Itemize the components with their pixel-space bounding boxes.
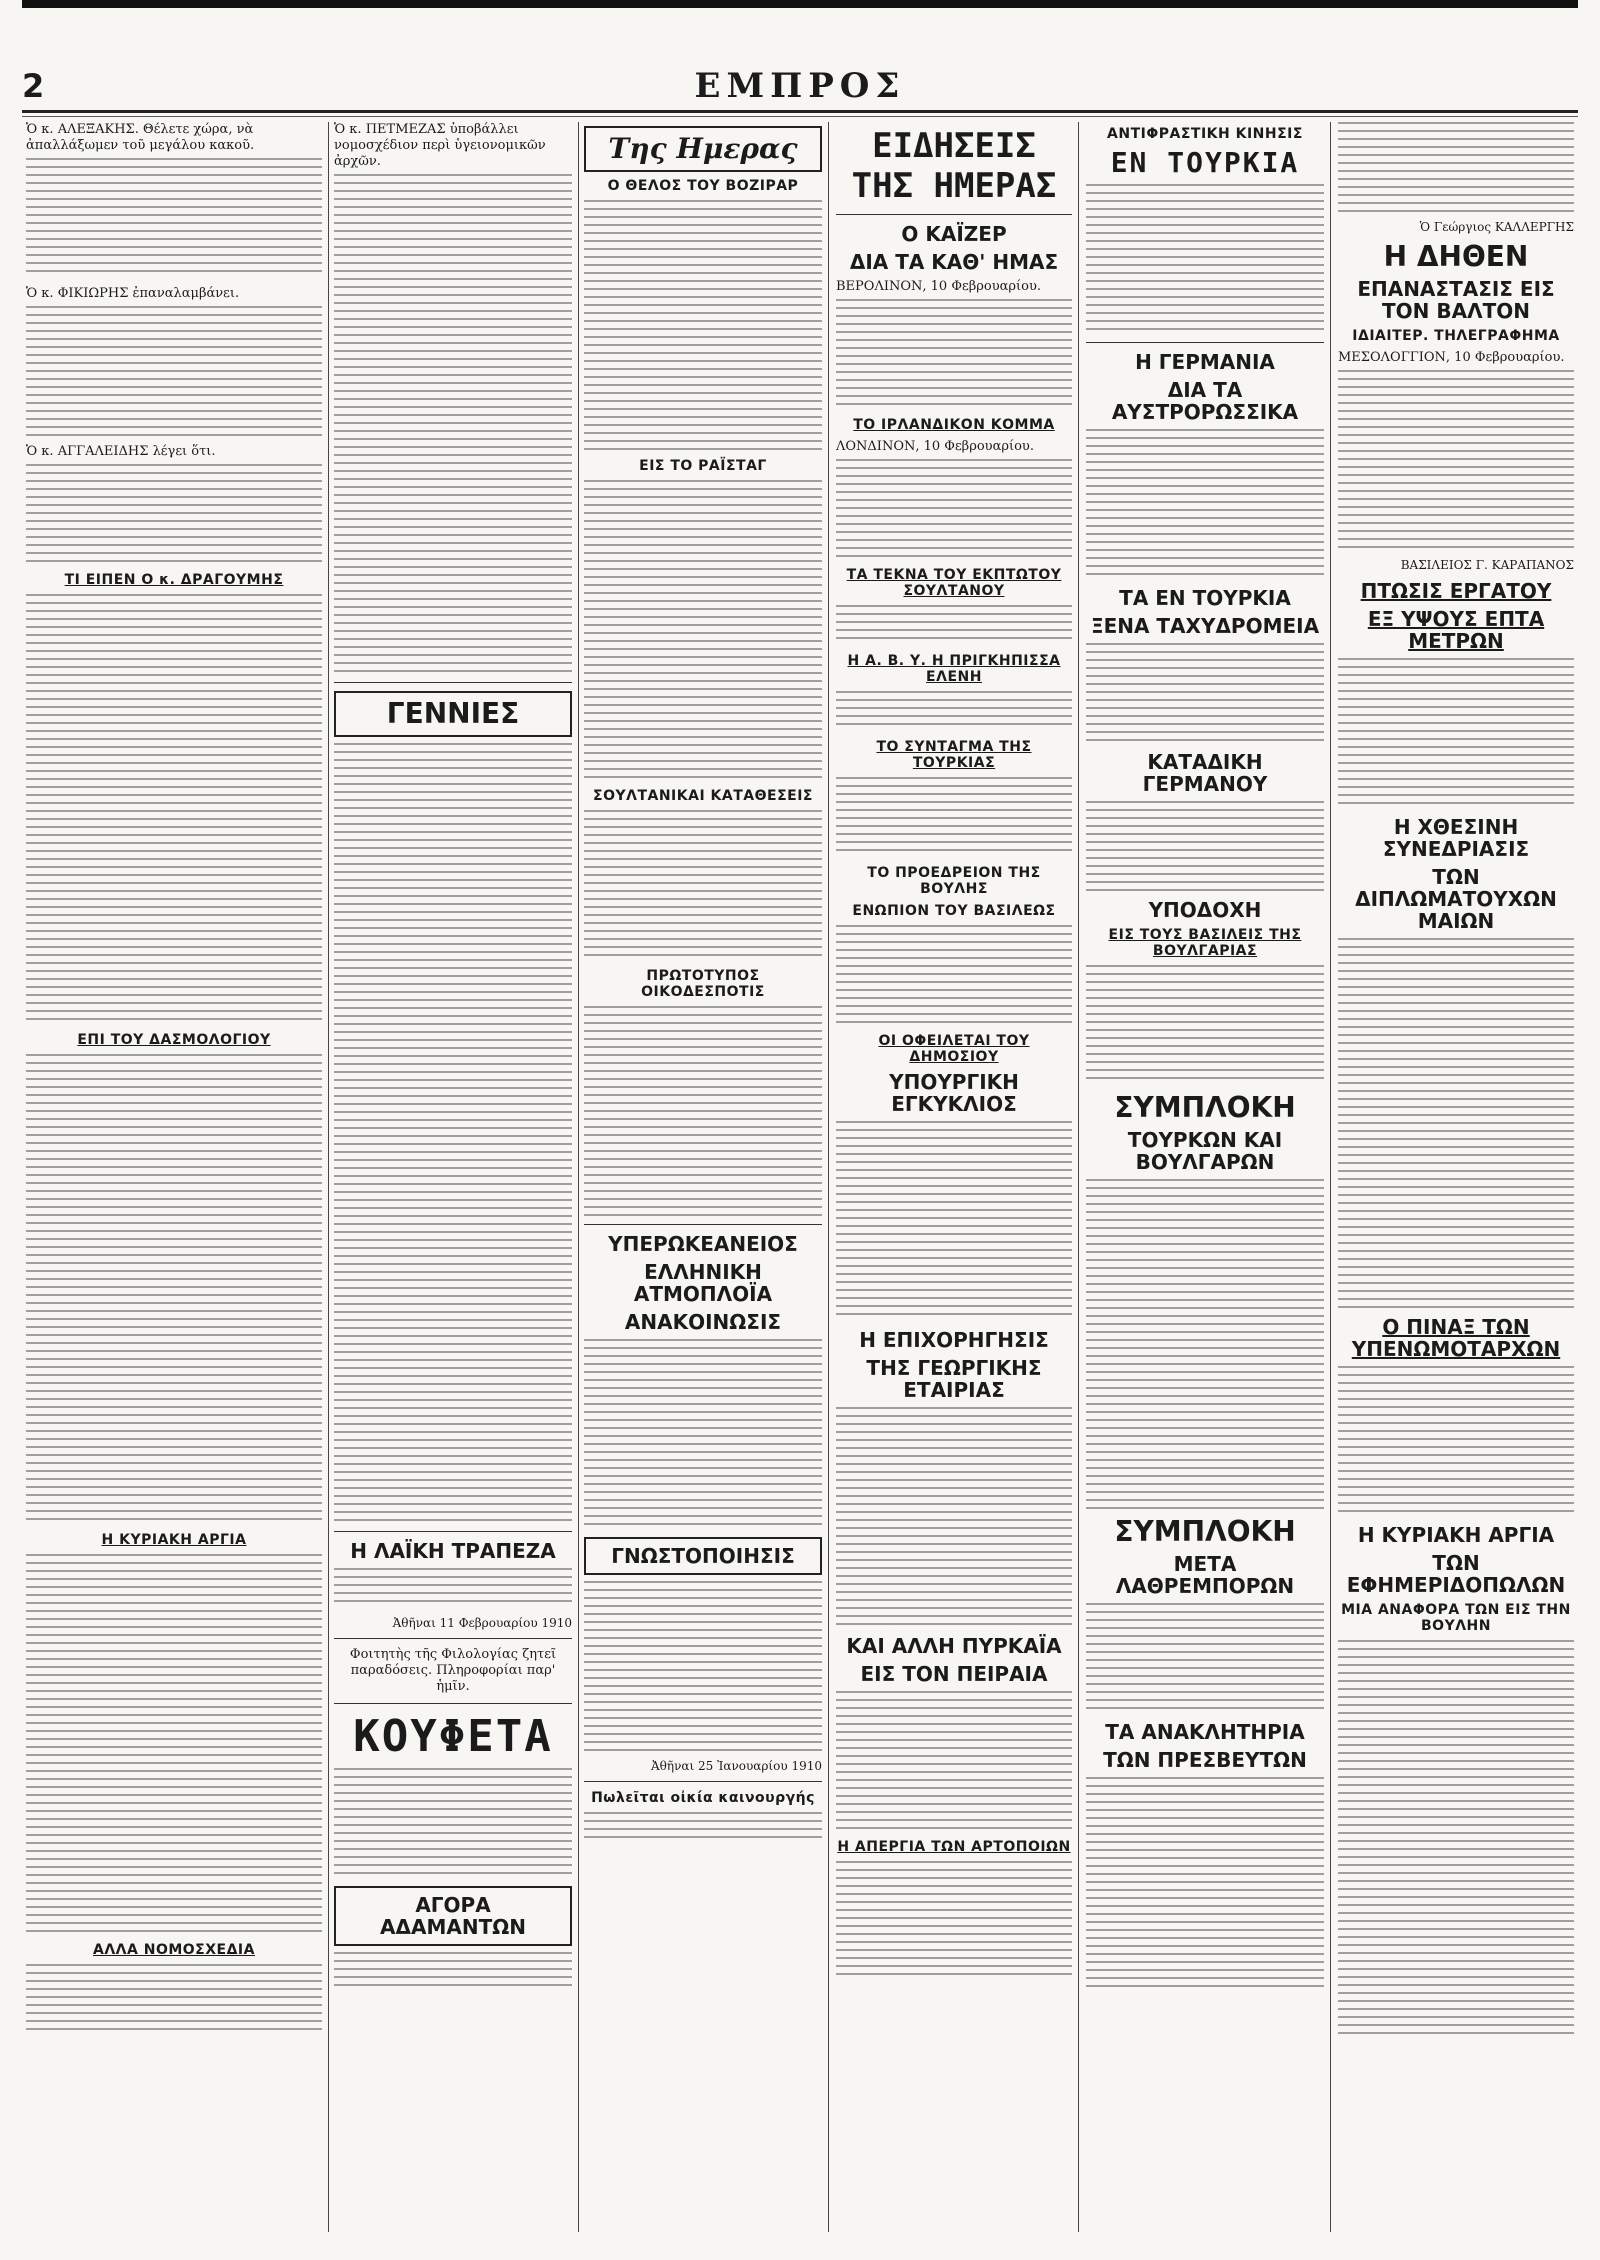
separator — [584, 1781, 822, 1782]
column-4 — [836, 122, 1072, 2232]
article-text — [836, 777, 1072, 857]
article-text — [836, 1407, 1072, 1627]
article-heading: Η ΕΠΙΧΟΡΗΓΗΣΙΣ — [859, 1328, 1049, 1352]
dateline: ΒΕΡΟΛΙΝΟΝ, 10 Φεβρουαρίου. — [836, 279, 1041, 294]
article-heading: ΕΙΣ ΤΟ ΡΑΪΣΤΑΓ — [639, 458, 767, 474]
dateline: ΜΕΣΟΛΟΓΓΙΟΝ, 10 Φεβρουαρίου. — [1338, 350, 1565, 365]
article-heading: Η ΧΘΕΣΙΝΗ ΣΥΝΕΔΡΙΑΣΙΣ — [1382, 815, 1530, 861]
article-text — [26, 1554, 322, 1934]
article-heading: ΕΝΩΠΙΟΝ ΤΟΥ ΒΑΣΙΛΕΩΣ — [852, 903, 1056, 919]
masthead-rule-thin — [22, 116, 1578, 117]
article-text — [26, 306, 322, 436]
article-text — [26, 158, 322, 278]
article-text — [584, 810, 822, 960]
article-lead: Ὁ κ. ΑΛΕΞΑΚΗΣ. Θέλετε χώρα, νὰ ἀπαλλάξωμεν τοῦ μεγάλου κακοῦ. — [26, 122, 255, 153]
separator — [836, 214, 1072, 215]
bank-heading: Η ΛΑΪΚΗ ΤΡΑΠΕΖΑ — [350, 1539, 556, 1563]
article-heading: ΑΝΤΙΦΡΑΣΤΙΚΗ ΚΙΝΗΣΙΣ — [1107, 126, 1303, 142]
article-text — [26, 594, 322, 1024]
ad-text — [334, 1952, 572, 1992]
separator — [584, 1224, 822, 1225]
separator — [334, 1703, 572, 1704]
column-1 — [26, 122, 322, 2232]
ad-text — [584, 1812, 822, 1842]
article-heading: Η Α. Β. Υ. Η ΠΡΙΓΚΗΠΙΣΣΑ ΕΛΕΝΗ — [847, 653, 1061, 685]
column-6 — [1338, 122, 1574, 2232]
column-divider — [578, 122, 579, 2232]
article-heading: ΣΥΜΠΛΟΚΗ — [1114, 1091, 1296, 1124]
article-heading: ΚΑΤΑΔΙΚΗ ΓΕΡΜΑΝΟΥ — [1142, 750, 1268, 796]
article-heading: ΔΙΑ ΤΑ ΑΥΣΤΡΟΡΩΣΣΙΚΑ — [1111, 378, 1299, 424]
article-heading: ΤΟ ΣΥΝΤΑΓΜΑ ΤΗΣ ΤΟΥΡΚΙΑΣ — [876, 739, 1032, 771]
article-text — [1086, 965, 1324, 1085]
signature: ΒΑΣΙΛΕΙΟΣ Γ. ΚΑΡΑΠΑΝΟΣ — [1400, 558, 1574, 572]
masthead — [22, 66, 1578, 106]
article-heading: ΜΕΤΑ ΛΑΘΡΕΜΠΟΡΩΝ — [1115, 1552, 1295, 1598]
article-text — [1338, 938, 1574, 1308]
separator — [334, 1531, 572, 1532]
notice-heading: ΥΠΕΡΩΚΕΑΝΕΙΟΣ — [608, 1232, 798, 1256]
section-heading: ΕΙΔΗΣΕΙΣ ΤΗΣ ΗΜΕΡΑΣ — [851, 126, 1057, 206]
article-heading: ΣΥΜΠΛΟΚΗ — [1114, 1515, 1296, 1548]
article-heading: ΚΑΙ ΑΛΛΗ ΠΥΡΚΑΪΑ — [846, 1634, 1062, 1658]
section-heading: ΑΛΛΑ ΝΟΜΟΣΧΕΔΙΑ — [93, 1942, 255, 1958]
article-text — [1086, 1777, 1324, 1987]
article-heading: ΕΙΣ ΤΟΝ ΠΕΙΡΑΙΑ — [860, 1662, 1048, 1686]
separator — [334, 682, 572, 683]
article-text — [1086, 429, 1324, 579]
article-text — [334, 743, 572, 1523]
article-heading: ΔΙΑ ΤΑ ΚΑΘ' ΗΜΑΣ — [849, 250, 1059, 274]
article-heading: Η ΔΗΘΕΝ — [1383, 240, 1529, 273]
notice-heading: ΑΝΑΚΟΙΝΩΣΙΣ — [624, 1310, 782, 1334]
article-heading: ΕΙΣ ΤΟΥΣ ΒΑΣΙΛΕΙΣ ΤΗΣ ΒΟΥΛΓΑΡΙΑΣ — [1108, 927, 1302, 959]
article-heading: ΞΕΝΑ ΤΑΧΥΔΡΟΜΕΙΑ — [1090, 614, 1320, 638]
article-heading: Η ΚΥΡΙΑΚΗ ΑΡΓΙΑ — [1357, 1523, 1555, 1547]
article-text — [836, 1121, 1072, 1321]
column-2 — [334, 122, 572, 2232]
article-subheading: ΙΔΙΑΙΤΕΡ. ΤΗΛΕΓΡΑΦΗΜΑ — [1352, 328, 1560, 344]
article-text — [836, 691, 1072, 731]
classified-ad: Φοιτητὴς τῆς Φιλολογίας ζητεῖ παραδόσεις. Πληροφορίαι παρ' ἡμῖν. — [349, 1647, 557, 1694]
article-heading: ΠΡΩΤΟΤΥΠΟΣ ΟΙΚΟΔΕΣΠΟΤΙΣ — [641, 968, 765, 1000]
article-heading: ΤΩΝ ΕΦΗΜΕΡΙΔΟΠΩΛΩΝ — [1346, 1551, 1566, 1597]
article-heading: ΤΑ ΕΝ ΤΟΥΡΚΙΑ — [1119, 586, 1291, 610]
article-text — [584, 200, 822, 450]
article-heading: ΤΩΝ ΔΙΠΛΩΜΑΤΟΥΧΩΝ ΜΑΙΩΝ — [1355, 865, 1557, 933]
article-lead: Ὁ κ. ΠΕΤΜΕΖΑΣ ὑποβάλλει νομοσχέδιον περὶ ὑγειονομικῶν ἀρχῶν. — [334, 122, 546, 169]
article-text — [1086, 1179, 1324, 1509]
article-text — [836, 925, 1072, 1025]
article-text — [1338, 370, 1574, 550]
article-text — [1338, 1366, 1574, 1516]
article-text — [334, 174, 572, 674]
ad-heading: ΚΟΥΦΕΤΑ — [353, 1711, 553, 1762]
article-heading: ΤΑ ΤΕΚΝΑ ΤΟΥ ΕΚΠΤΩΤΟΥ ΣΟΥΛΤΑΝΟΥ — [846, 567, 1062, 599]
article-text — [836, 459, 1072, 559]
column-divider — [1078, 122, 1079, 2232]
section-heading: Της Ημερας — [584, 126, 822, 172]
article-heading: Ο ΘΕΛΟΣ ΤΟΥ ΒΟΖΙΡΑΡ — [607, 178, 799, 194]
section-heading: Η ΚΥΡΙΑΚΗ ΑΡΓΙΑ — [101, 1532, 247, 1548]
ad-heading: ΑΓΟΡΑ ΑΔΑΜΑΝΤΩΝ — [334, 1886, 572, 1946]
masthead-rule — [22, 110, 1578, 113]
notice-heading: ΕΛΛΗΝΙΚΗ ΑΤΜΟΠΛΟΪΑ — [633, 1260, 773, 1306]
article-text — [334, 1568, 572, 1608]
article-heading: Η ΓΕΡΜΑΝΙΑ — [1135, 350, 1275, 374]
column-3 — [584, 122, 822, 2232]
article-heading: ΠΤΩΣΙΣ ΕΡΓΑΤΟΥ — [1360, 579, 1552, 603]
dateline: ΛΟΝΔΙΝΟΝ, 10 Φεβρουαρίου. — [836, 439, 1034, 454]
article-text — [1338, 658, 1574, 808]
article-text — [584, 480, 822, 780]
article-heading: ΕΝ ΤΟΥΡΚΙΑ — [1110, 146, 1300, 179]
ad-text — [334, 1768, 572, 1878]
separator — [1086, 342, 1324, 343]
article-heading: Ο ΠΙΝΑΞ ΤΩΝ ΥΠΕΝΩΜΟΤΑΡΧΩΝ — [1351, 1315, 1561, 1361]
article-heading: ΤΟ ΠΡΟΕΔΡΕΙΟΝ ΤΗΣ ΒΟΥΛΗΣ — [867, 865, 1041, 897]
article-text — [1338, 1640, 1574, 2040]
date-signature: Ἀθῆναι 11 Φεβρουαρίου 1910 — [392, 1616, 572, 1630]
article-subheading: ΜΙΑ ΑΝΑΦΟΡΑ ΤΩΝ ΕΙΣ ΤΗΝ ΒΟΥΛΗΝ — [1341, 1602, 1571, 1634]
separator — [334, 1638, 572, 1639]
article-heading: ΣΟΥΛΤΑΝΙΚΑΙ ΚΑΤΑΘΕΣΕΙΣ — [593, 788, 813, 804]
article-text — [584, 1006, 822, 1216]
article-heading: Η ΑΠΕΡΓΙΑ ΤΩΝ ΑΡΤΟΠΟΙΩΝ — [837, 1839, 1071, 1855]
article-heading: ΤΟ ΙΡΛΑΝΔΙΚΟΝ ΚΟΜΜΑ — [853, 417, 1055, 433]
article-text — [836, 605, 1072, 645]
newspaper-name: ΕΜΠΡΟΣ — [694, 66, 906, 106]
top-border — [22, 0, 1578, 8]
article-heading: ΥΠΟΥΡΓΙΚΗ ΕΓΚΥΚΛΙΟΣ — [889, 1070, 1019, 1116]
notice-text — [584, 1581, 822, 1751]
column-5 — [1086, 122, 1324, 2232]
article-text — [26, 1054, 322, 1524]
signature: Ὁ Γεώργιος ΚΑΛΛΕΡΓΗΣ — [1419, 220, 1574, 234]
article-text — [1086, 801, 1324, 891]
column-divider — [828, 122, 829, 2232]
section-heading: ΕΠΙ ΤΟΥ ΔΑΣΜΟΛΟΓΙΟΥ — [77, 1032, 271, 1048]
article-lead: Ὁ κ. ΦΙΚΙΩΡΗΣ ἐπαναλαμβάνει. — [26, 286, 240, 301]
article-text — [1338, 122, 1574, 212]
article-heading: ΕΞ ΥΨΟΥΣ ΕΠΤΑ ΜΕΤΡΩΝ — [1367, 607, 1545, 653]
article-text — [1086, 643, 1324, 743]
article-heading: ΤΟΥΡΚΩΝ ΚΑΙ ΒΟΥΛΓΑΡΩΝ — [1127, 1128, 1283, 1174]
article-text — [836, 1691, 1072, 1831]
section-heading: ΓΕΝΝΙΕΣ — [334, 691, 572, 737]
article-text — [26, 464, 322, 564]
article-heading: Ο ΚΑΪΖΕΡ — [901, 222, 1007, 246]
article-text — [1086, 184, 1324, 334]
article-text — [836, 299, 1072, 409]
notice-heading: ΓΝΩΣΤΟΠΟΙΗΣΙΣ — [584, 1537, 822, 1575]
article-heading: ΕΠΑΝΑΣΤΑΣΙΣ ΕΙΣ ΤΟΝ ΒΑΛΤΟΝ — [1357, 277, 1555, 323]
article-heading: ΤΑ ΑΝΑΚΛΗΤΗΡΙΑ — [1105, 1720, 1305, 1744]
article-heading: ΟΙ ΟΦΕΙΛΕΤΑΙ ΤΟΥ ΔΗΜΟΣΙΟΥ — [878, 1033, 1030, 1065]
page-number: 2 — [22, 67, 45, 105]
article-text — [1086, 1603, 1324, 1713]
column-divider — [1330, 122, 1331, 2232]
column-divider — [328, 122, 329, 2232]
article-heading: ΤΗΣ ΓΕΩΡΓΙΚΗΣ ΕΤΑΙΡΙΑΣ — [866, 1356, 1042, 1402]
article-text — [26, 1964, 322, 2034]
article-text — [836, 1861, 1072, 1981]
ad-heading: Πωλεῖται οἰκία καινουργής — [591, 1790, 815, 1806]
article-heading: ΤΩΝ ΠΡΕΣΒΕΥΤΩΝ — [1103, 1748, 1307, 1772]
notice-text — [584, 1339, 822, 1529]
date-signature: Ἀθῆναι 25 Ἰανουαρίου 1910 — [651, 1759, 822, 1773]
section-heading: ΤΙ ΕΙΠΕΝ Ο κ. ΔΡΑΓΟΥΜΗΣ — [64, 572, 284, 588]
article-lead: Ὁ κ. ΑΓΓΑΛΕΙΔΗΣ λέγει ὅτι. — [26, 444, 216, 459]
article-heading: ΥΠΟΔΟΧΗ — [1148, 898, 1262, 922]
